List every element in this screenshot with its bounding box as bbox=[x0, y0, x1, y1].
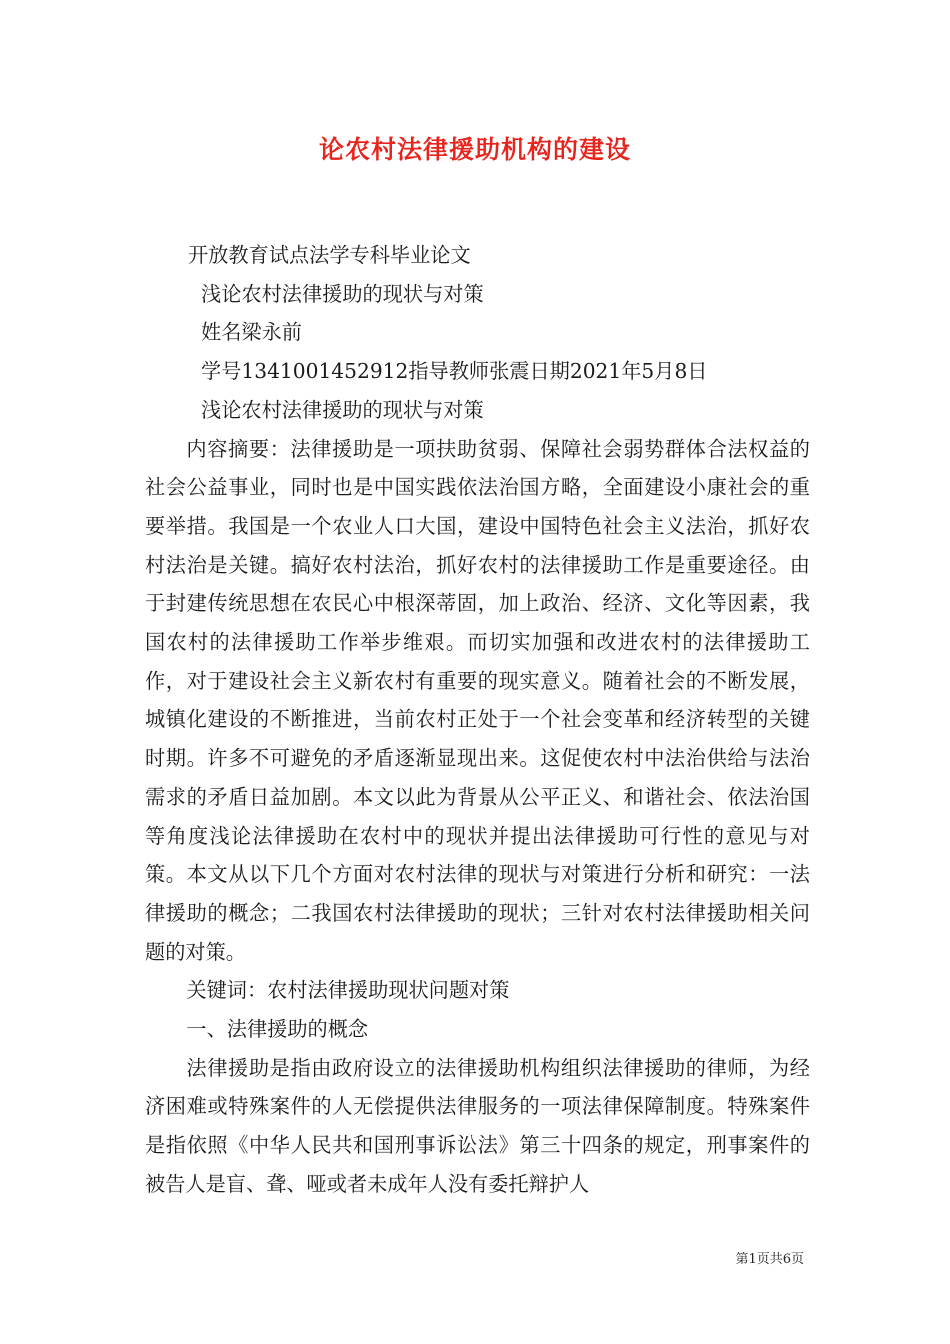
page-number: 第1页共6页 bbox=[735, 1252, 804, 1267]
student-info-line: 学号1341001452912指导教师张震日期2021年5月8日 bbox=[201, 359, 708, 384]
keywords-line: 关键词：农村法律援助现状问题对策 bbox=[186, 978, 510, 1003]
section-heading: 一、法律援助的概念 bbox=[186, 1017, 369, 1042]
author-name-line: 姓名梁永前 bbox=[201, 320, 302, 345]
document-body bbox=[145, 236, 810, 1204]
body-paragraph: 法律援助是指由政府设立的法律援助机构组织法律援助的律师，为经济困难或特殊案件的人无偿提供法律服务的一项法律保障制度。特殊案件是指依照《中华人民共和国刑事诉讼法》第三十四条的规定，刑事案件的被告人是盲、聋、哑或者未成年人没有委托辩护人 bbox=[145, 1055, 810, 1196]
thesis-type-line: 开放教育试点法学专科毕业论文 bbox=[188, 243, 471, 267]
document-title: 论农村法律援助机构的建设 bbox=[318, 135, 631, 164]
abstract-paragraph: 内容摘要：法律援助是一项扶助贫弱、保障社会弱势群体合法权益的社会公益事业，同时也是中国实践依法治国方略，全面建设小康社会的重要举措。我国是一个农业人口大国，建设中国特色社会主义法治，抓好农村法治是关键。搞好农村法治，抓好农村的法律援助工作是重要途径。由于封建传统思想在农民心中根深蒂固，加上政治、经济、文化等因素，我国农村的法律援助工作举步维艰。而切实加强和改进农村的法律援助工作，对于建设社会主义新农村有重要的现实意义。随着社会的不断发展，城镇化建设的不断推进，当前农村正处于一个社会变革和经济转型的关键时期。许多不可避免的矛盾逐渐显现出来。这促使农村中法治供给与法治需求的矛盾日益加剧。本文以此为背景从公平正义、和谐社会、依法治国等角度浅论法律援助在农村中的现状并提出法律援助可行性的意见与对策。本文从以下几个方面对农村法律的现状与对策进行分析和研究：一法律援助的概念；二我国农村法律援助的现状；三针对农村法律援助相关问题的对策。 bbox=[145, 436, 810, 964]
paper-title-line: 浅论农村法律援助的现状与对策 bbox=[201, 397, 484, 422]
thesis-topic-line: 浅论农村法律援助的现状与对策 bbox=[201, 281, 484, 306]
